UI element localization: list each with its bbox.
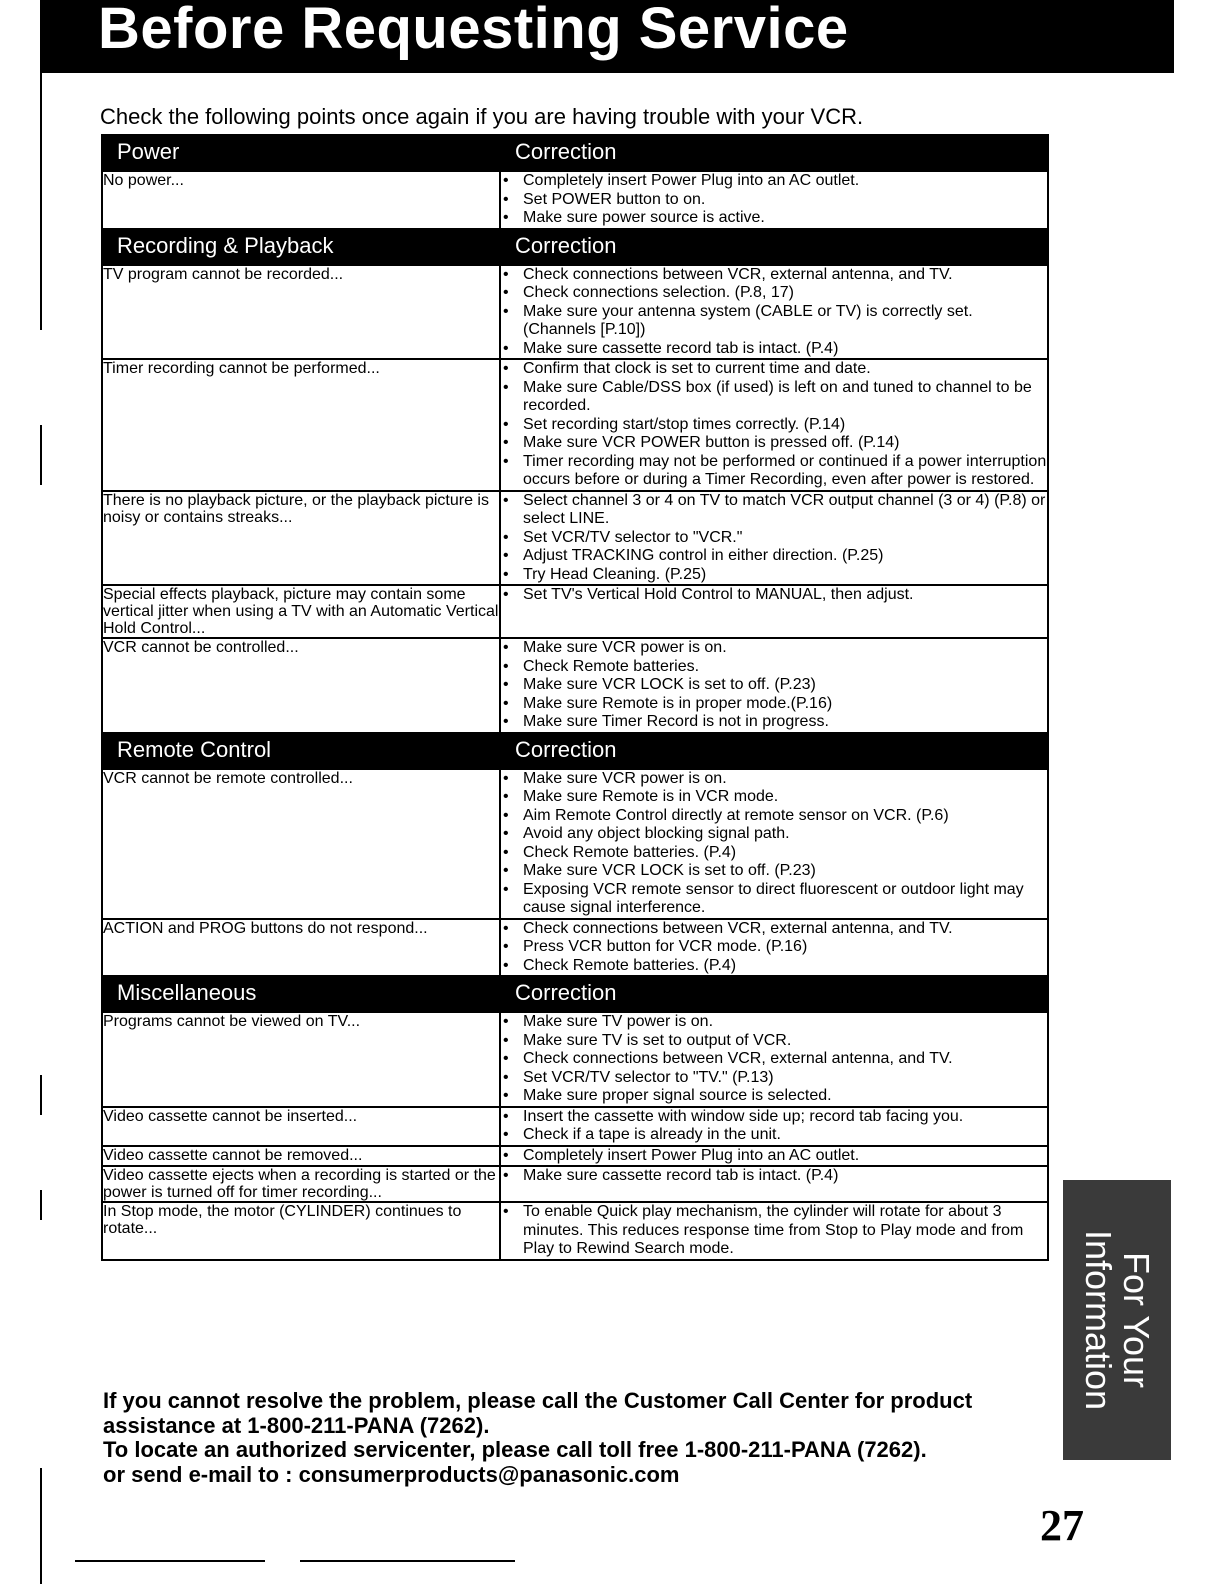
correction-item: • Set TV's Vertical Hold Control to MANUAL, then adjust. [501, 586, 1047, 605]
correction-list [501, 492, 1047, 585]
correction-item: • Confirm that clock is set to current time and date. [501, 360, 1047, 379]
correction-item: • Make sure cassette record tab is intact. (P.4) [501, 1167, 1047, 1186]
section-heading: Recording & Playback [102, 229, 500, 265]
correction-cell [500, 769, 1048, 919]
page-number: 27 [1040, 1501, 1084, 1550]
table-row [102, 491, 1048, 586]
problem-cell: VCR cannot be controlled... [102, 638, 500, 733]
problem-cell: ACTION and PROG buttons do not respond... [102, 919, 500, 977]
correction-item: • Select channel 3 or 4 on TV to match VCR output channel (3 or 4) (P.8) or select LINE. [501, 492, 1047, 529]
correction-item: • Make sure cassette record tab is intact. (P.4) [501, 340, 1047, 359]
correction-item: • Check Remote batteries. (P.4) [501, 957, 1047, 976]
correction-item: • Try Head Cleaning. (P.25) [501, 566, 1047, 585]
correction-list [501, 172, 1047, 228]
problem-cell: Programs cannot be viewed on TV... [102, 1012, 500, 1107]
section-side-tab [1063, 1180, 1171, 1460]
footer-line-email: or send e-mail to : consumerproducts@panasonic.com [103, 1461, 680, 1487]
correction-heading: Correction [500, 135, 1048, 171]
correction-list [501, 266, 1047, 359]
correction-list [501, 586, 1047, 605]
problem-cell: Special effects playback, picture may contain some vertical jitter when using a TV with an Automatic Vertical Hold Control... [103, 586, 499, 637]
correction-heading: Correction [500, 976, 1048, 1012]
left-margin-rule [40, 1468, 42, 1584]
table-row [102, 265, 1048, 360]
correction-item: • Avoid any object blocking signal path. [501, 825, 1047, 844]
side-tab-text [1079, 1230, 1155, 1410]
correction-cell [500, 1146, 1048, 1167]
table-row [102, 1107, 1048, 1146]
correction-item: • Make sure Timer Record is not in progress. [501, 713, 1047, 732]
correction-item: • Make sure VCR POWER button is pressed off. (P.14) [501, 434, 1047, 453]
footer-line-call-center: If you cannot resolve the problem, please call the Customer Call Center for product assistance at 1-800-211-PANA (7262). [103, 1388, 973, 1438]
correction-item: • Exposing VCR remote sensor to direct fluorescent or outdoor light may cause signal interference. [501, 881, 1047, 918]
section-header-row [102, 135, 1048, 171]
correction-item: • Set VCR/TV selector to "VCR." [501, 529, 1047, 548]
side-tab-line2: Information [1078, 1229, 1119, 1411]
problem-cell: There is no playback picture, or the playback picture is noisy or contains streaks... [102, 491, 500, 586]
correction-item: • Make sure your antenna system (CABLE or TV) is correctly set. (Channels [P.10]) [501, 303, 1047, 340]
correction-heading: Correction [500, 229, 1048, 265]
problem-cell: In Stop mode, the motor (CYLINDER) continues to rotate... [102, 1202, 500, 1260]
correction-cell [500, 359, 1048, 491]
correction-item: • Make sure VCR LOCK is set to off. (P.23) [501, 676, 1047, 695]
left-margin-rule [40, 1075, 42, 1115]
correction-item: • Make sure Remote is in proper mode.(P.16) [501, 695, 1047, 714]
correction-cell [500, 1202, 1048, 1260]
table-row [102, 1166, 1048, 1202]
correction-item: • Adjust TRACKING control in either direction. (P.25) [501, 547, 1047, 566]
footer-contact-info [103, 1389, 1063, 1487]
page-title: Before Requesting Service [98, 0, 849, 61]
table-row [102, 919, 1048, 977]
correction-item: • Make sure power source is active. [501, 209, 1047, 228]
correction-item: • Check connections between VCR, external antenna, and TV. [501, 920, 1047, 939]
intro-text: Check the following points once again if you are having trouble with your VCR. [100, 104, 864, 129]
correction-item: • Make sure proper signal source is selected. [501, 1087, 1047, 1106]
correction-cell [500, 1012, 1048, 1107]
section-heading: Remote Control [102, 733, 500, 769]
correction-cell [500, 585, 1048, 638]
correction-cell [500, 1166, 1048, 1202]
correction-item: • Set POWER button to on. [501, 191, 1047, 210]
correction-list [501, 1013, 1047, 1106]
correction-item: • Make sure TV power is on. [501, 1013, 1047, 1032]
correction-cell [500, 265, 1048, 360]
correction-list [501, 1167, 1047, 1186]
table-row [102, 638, 1048, 733]
table-row [102, 769, 1048, 919]
correction-item: • Check connections between VCR, external antenna, and TV. [501, 1050, 1047, 1069]
correction-item: • Press VCR button for VCR mode. (P.16) [501, 938, 1047, 957]
correction-item: • Make sure VCR power is on. [501, 639, 1047, 658]
correction-item: • Make sure TV is set to output of VCR. [501, 1032, 1047, 1051]
correction-item: • Check Remote batteries. (P.4) [501, 844, 1047, 863]
table-row [102, 359, 1048, 491]
correction-cell [500, 1107, 1048, 1146]
correction-list [501, 1147, 1047, 1166]
correction-list [501, 639, 1047, 732]
problem-cell: Video cassette ejects when a recording is started or the power is turned off for timer recording... [102, 1166, 500, 1202]
left-margin-rule [40, 425, 42, 485]
section-heading: Power [102, 135, 500, 171]
table-row [102, 1012, 1048, 1107]
correction-list [501, 770, 1047, 918]
correction-cell [500, 171, 1048, 229]
footer-line-service-center: To locate an authorized servicenter, please call toll free 1-800-211-PANA (7262). [103, 1437, 927, 1462]
problem-cell: Video cassette cannot be inserted... [102, 1107, 500, 1146]
troubleshooting-table [101, 134, 1049, 1261]
problem-cell: Video cassette cannot be removed... [102, 1146, 500, 1167]
table-row [102, 1146, 1048, 1167]
correction-item: • Check Remote batteries. [501, 658, 1047, 677]
correction-item: • To enable Quick play mechanism, the cylinder will rotate for about 3 minutes. This reduces response time from Stop to Play mode and from Play to Rewind Search mode. [501, 1203, 1047, 1259]
correction-cell [500, 919, 1048, 977]
table-row [102, 585, 1048, 638]
correction-item: • Timer recording may not be performed or continued if a power interruption occurs before or during a Timer Recording, even after power is restored. [501, 453, 1047, 490]
bottom-rule [75, 1560, 265, 1562]
correction-item: • Check connections between VCR, external antenna, and TV. [501, 266, 1047, 285]
side-tab-line1: For Your [1116, 1251, 1157, 1389]
correction-item: • Make sure VCR power is on. [501, 770, 1047, 789]
section-header-row [102, 229, 1048, 265]
table-row [102, 171, 1048, 229]
correction-list [501, 360, 1047, 490]
correction-list [501, 1108, 1047, 1145]
section-header-row [102, 976, 1048, 1012]
correction-item: • Completely insert Power Plug into an AC outlet. [501, 172, 1047, 191]
section-header-row [102, 733, 1048, 769]
correction-item: • Insert the cassette with window side up; record tab facing you. [501, 1108, 1047, 1127]
problem-cell: TV program cannot be recorded... [102, 265, 500, 360]
correction-item: • Check if a tape is already in the unit. [501, 1126, 1047, 1145]
section-heading: Miscellaneous [102, 976, 500, 1012]
problem-cell: Timer recording cannot be performed... [102, 359, 500, 491]
title-bar [42, 0, 1174, 73]
correction-item: • Check connections selection. (P.8, 17) [501, 284, 1047, 303]
correction-item: • Make sure Cable/DSS box (if used) is left on and tuned to channel to be recorded. [501, 379, 1047, 416]
correction-item: • Make sure VCR LOCK is set to off. (P.23) [501, 862, 1047, 881]
problem-cell: VCR cannot be remote controlled... [102, 769, 500, 919]
correction-item: • Make sure Remote is in VCR mode. [501, 788, 1047, 807]
correction-item: • Aim Remote Control directly at remote sensor on VCR. (P.6) [501, 807, 1047, 826]
correction-item: • Set recording start/stop times correctly. (P.14) [501, 416, 1047, 435]
table-row [102, 1202, 1048, 1260]
correction-heading: Correction [500, 733, 1048, 769]
correction-item: • Set VCR/TV selector to "TV." (P.13) [501, 1069, 1047, 1088]
left-margin-rule [40, 1190, 42, 1220]
problem-cell: No power... [102, 171, 500, 229]
correction-list [501, 1203, 1047, 1259]
correction-cell [500, 491, 1048, 586]
correction-item: • Completely insert Power Plug into an AC outlet. [501, 1147, 1047, 1166]
correction-cell [500, 638, 1048, 733]
correction-list [501, 920, 1047, 976]
bottom-rule [300, 1560, 515, 1562]
